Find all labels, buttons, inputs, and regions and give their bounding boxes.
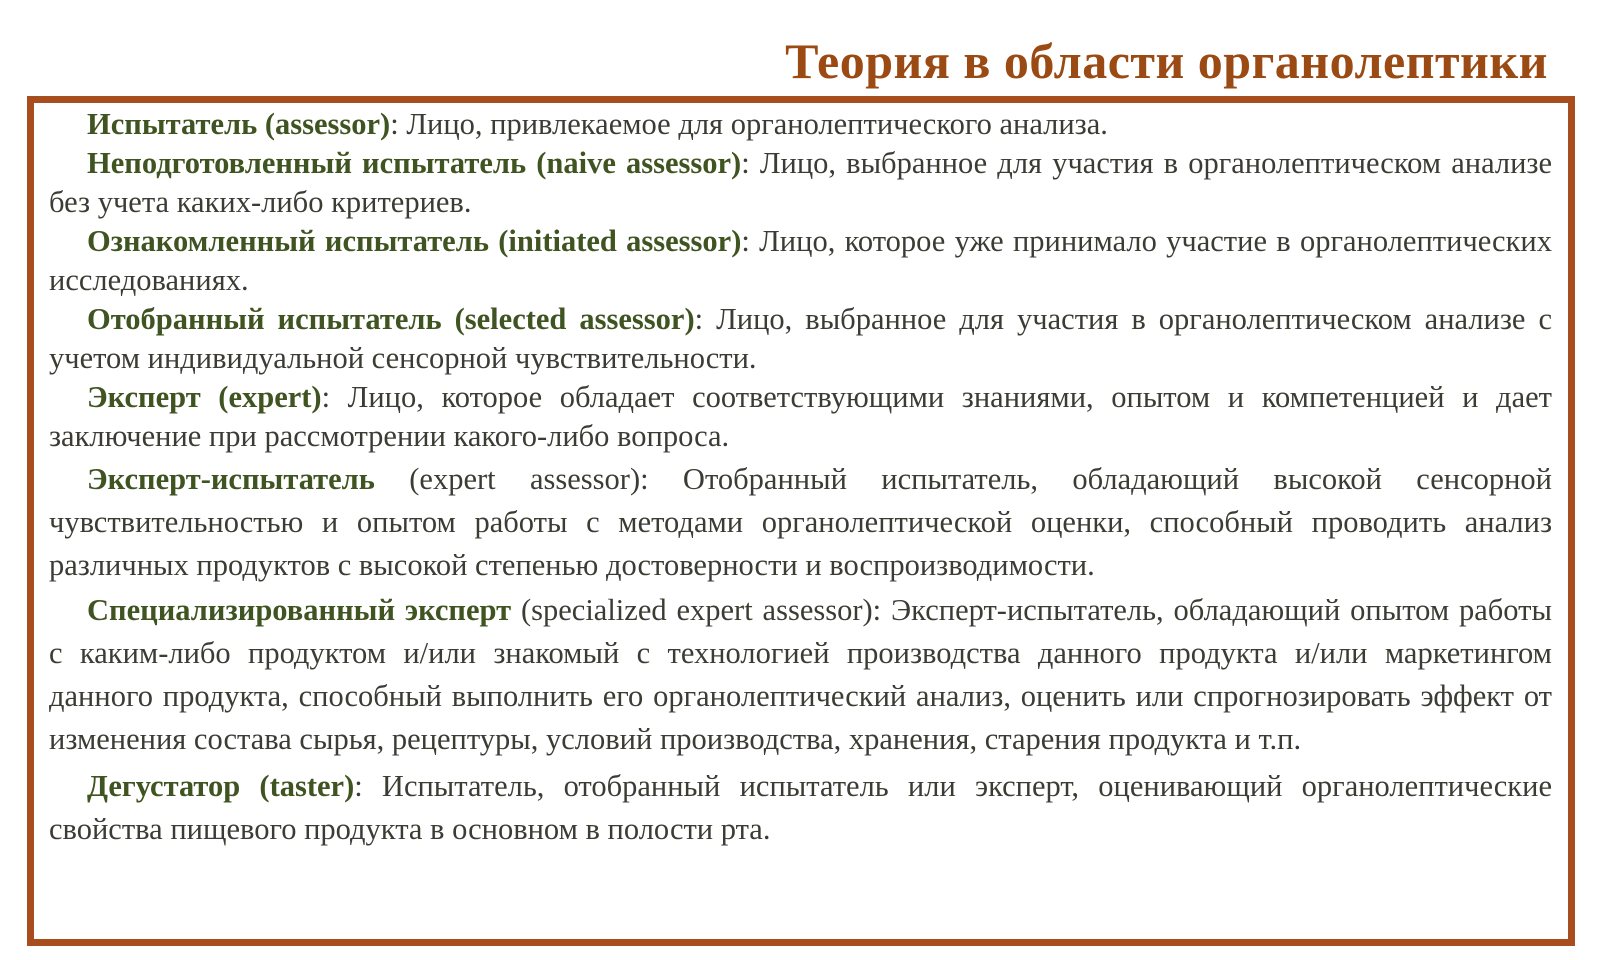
definition-text: : Отобранный испытатель, обладающий высокой сенсорной чувствительностью и опытом работы с методами органолептической оценки, способный проводить анализ различных продуктов с высокой степенью достоверности и воспроизводимости. xyxy=(49,462,1552,582)
definition-term: Неподготовленный испытатель (naive assessor) xyxy=(87,146,742,180)
definition-text: : Лицо, которое уже принимало участие в органолептических исследованиях. xyxy=(49,224,1552,297)
definition-assessor xyxy=(49,105,1552,144)
definition-text: : Лицо, выбранное для участия в органолептическом анализе с учетом индивидуальной сенсорной чувствительности. xyxy=(49,302,1552,375)
definition-text: : Лицо, выбранное для участия в органолептическом анализе без учета каких-либо критериев. xyxy=(49,146,1552,219)
definition-expert xyxy=(49,378,1552,456)
definition-term: Дегустатор (taster) xyxy=(87,769,355,803)
definition-specialized-expert xyxy=(49,589,1552,761)
definition-text: : Лицо, которое обладает соответствующими знаниями, опытом и компетенцией и дает заключение при рассмотрении какого-либо вопроса. xyxy=(49,380,1552,453)
slide-title: Теория в области органолептики xyxy=(785,33,1548,89)
definition-term-suffix: (specialized expert assessor) xyxy=(511,593,873,627)
definition-text: : Лицо, привлекаемое для органолептического анализа. xyxy=(390,107,1108,141)
definitions-box xyxy=(27,96,1575,946)
definition-term: Ознакомленный испытатель (initiated assessor) xyxy=(87,224,742,258)
definition-text: : Эксперт-испытатель, обладающий опытом работы с каким-либо продуктом и/или знакомый с технологией производства данного продукта и/или маркетингом данного продукта, способный выполнить его органолептический анализ, оценить или спрогнозировать эффект от изменения состава сырья, рецептуры, условий производства, хранения, старения продукта и т.п. xyxy=(49,593,1552,756)
definition-naive-assessor xyxy=(49,144,1552,222)
definition-selected-assessor xyxy=(49,300,1552,378)
definition-term: Отобранный испытатель (selected assessor) xyxy=(87,302,695,336)
definition-term: Специализированный эксперт xyxy=(87,593,512,627)
definition-term: Эксперт (expert) xyxy=(87,380,322,414)
definition-term: Испытатель (assessor) xyxy=(87,107,391,141)
definition-taster xyxy=(49,765,1552,851)
definition-initiated-assessor xyxy=(49,222,1552,300)
definition-term: Эксперт-испытатель xyxy=(87,462,375,496)
definition-term-suffix: (expert assessor) xyxy=(374,462,641,496)
definition-text: : Испытатель, отобранный испытатель или эксперт, оценивающий органолептические свойства пищевого продукта в основном в полости рта. xyxy=(49,769,1552,846)
definition-expert-assessor xyxy=(49,458,1552,587)
